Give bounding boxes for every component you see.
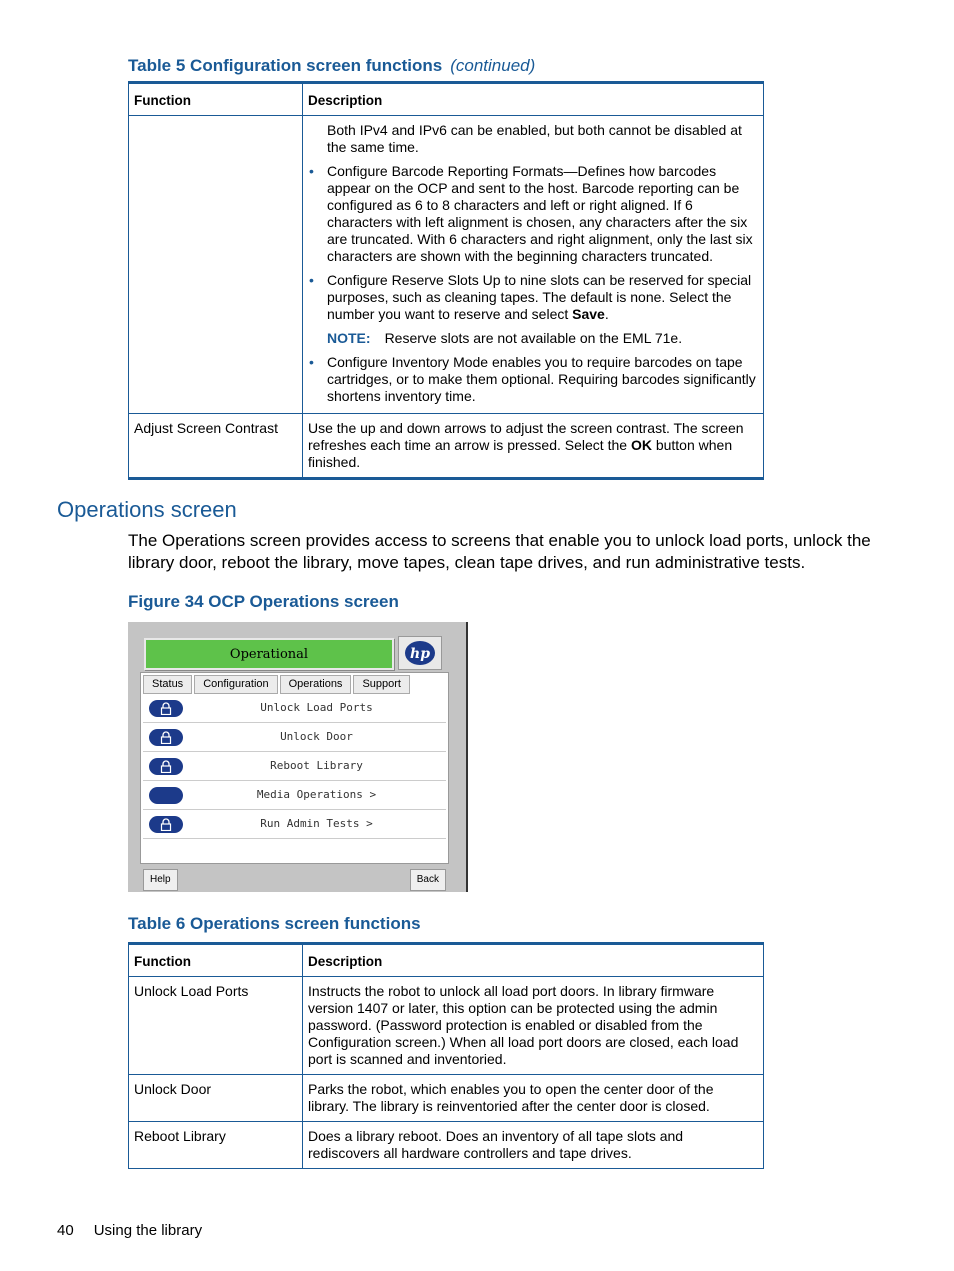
row2-desc-bold: OK	[630, 437, 652, 453]
tab-bar	[143, 675, 412, 693]
table5-row2-function: Adjust Screen Contrast	[129, 414, 303, 479]
table6	[128, 942, 764, 1169]
tab-configuration[interactable]: Configuration	[194, 675, 277, 694]
row-label: Run Admin Tests >	[260, 817, 373, 830]
section-intro: The Operations screen provides access to screens that enable you to unlock load ports, unlock the library door, reboot the library, move tapes, clean tape drives, and run administrative tests.	[128, 531, 871, 572]
bullet2-bold: Save	[572, 306, 605, 322]
bullet2-text: Configure Reserve Slots Up to nine slots can be reserved for special purposes, such as cleaning tapes. The default is none. Select the number you want to reserve and select	[327, 272, 752, 322]
table6-col-function: Function	[129, 944, 303, 977]
table-row	[129, 414, 764, 479]
list-item: Both IPv4 and IPv6 can be enabled, but both cannot be disabled at the same time.	[327, 122, 742, 155]
list-item: • Configure Barcode Reporting Formats—Defines how barcodes appear on the OCP and sent to the host. Barcode reporting can be configured as 6 to 8 characters and left or right aligned. If 6 characters with left alignment is chosen, any characters after the six are truncated. With 6 characters and right alignment, only the last six characters are shown with the beginning characters truncated.	[327, 163, 758, 265]
back-button[interactable]: Back	[410, 869, 446, 891]
table-row	[129, 1122, 764, 1169]
figure-caption: Figure 34 OCP Operations screen	[128, 592, 399, 611]
table5-caption	[128, 56, 535, 76]
section-title: Operations screen	[57, 497, 237, 522]
table5-caption-text: Table 5 Configuration screen functions	[128, 56, 443, 75]
tab-status[interactable]: Status	[143, 675, 192, 694]
row2-desc-text: Use the up and down arrows to adjust the screen contrast. The screen refreshes each time an arrow is pressed. Select the	[308, 420, 744, 453]
table6-cell-description: Instructs the robot to unlock all load port doors. In library firmware version 1407 or later, this option can be protected using the admin password. (Password protection is enabled or disabled from the Configuration screen.) When all load port doors are closed, each load port is scanned and inventoried.	[303, 977, 764, 1075]
run-admin-tests-button[interactable]	[143, 810, 446, 839]
table6-header-row	[129, 944, 764, 977]
table5	[128, 81, 764, 480]
table-row	[129, 1075, 764, 1122]
table5-caption-suffix: (continued)	[450, 56, 536, 75]
lock-icon	[149, 758, 183, 775]
operations-list	[143, 694, 446, 839]
table6-caption: Table 6 Operations screen functions	[128, 914, 421, 933]
page-footer	[57, 1222, 202, 1239]
ocp-panel	[140, 672, 449, 885]
table6-cell-description: Does a library reboot. Does an inventory of all tape slots and rediscovers all hardware controllers and tape drives.	[303, 1122, 764, 1169]
tab-operations[interactable]: Operations	[280, 675, 352, 694]
table5-col-function: Function	[129, 83, 303, 116]
row-label: Media Operations >	[256, 788, 377, 801]
row2-desc-end: button when finished.	[308, 437, 733, 470]
hp-logo-icon	[398, 636, 442, 670]
table6-cell-function: Unlock Door	[129, 1075, 303, 1122]
reboot-library-button[interactable]	[143, 752, 446, 781]
page-number: 40	[57, 1222, 74, 1239]
table5-row2-description	[303, 414, 764, 479]
footer-title: Using the library	[93, 1222, 203, 1239]
lock-icon	[149, 816, 183, 833]
table5-row1-function	[129, 116, 303, 414]
table5-col-description: Description	[303, 83, 764, 116]
bullet2-end: .	[604, 306, 609, 322]
svg-text:hp: hp	[410, 646, 430, 662]
note-label: NOTE:	[327, 330, 371, 346]
table5-bullet-list	[308, 122, 758, 405]
blank-pill-icon	[149, 787, 183, 804]
row-label: Reboot Library	[270, 759, 363, 772]
table6-cell-description: Parks the robot, which enables you to open the center door of the library. The library is reinventoried after the center door is closed.	[303, 1075, 764, 1122]
table6-cell-function: Reboot Library	[129, 1122, 303, 1169]
unlock-load-ports-button[interactable]	[143, 694, 446, 723]
table-row	[129, 116, 764, 414]
list-item	[327, 272, 758, 323]
table5-header-row	[129, 83, 764, 116]
status-bar: Operational	[144, 638, 394, 670]
help-button[interactable]: Help	[143, 869, 178, 891]
tab-support[interactable]: Support	[353, 675, 410, 694]
media-operations-button[interactable]	[143, 781, 446, 810]
table6-col-description: Description	[303, 944, 764, 977]
ocp-screenshot	[128, 622, 468, 892]
row-label: Unlock Load Ports	[260, 701, 373, 714]
lock-icon	[149, 729, 183, 746]
table-row	[129, 977, 764, 1075]
table5-row1-description	[303, 116, 764, 414]
row-label: Unlock Door	[280, 730, 353, 743]
note	[327, 330, 758, 347]
table6-cell-function: Unlock Load Ports	[129, 977, 303, 1075]
list-item: • Configure Inventory Mode enables you to require barcodes on tape cartridges, or to make them optional. Requiring barcodes significantly shortens inventory time.	[327, 354, 758, 405]
lock-icon	[149, 700, 183, 717]
unlock-door-button[interactable]	[143, 723, 446, 752]
note-text: Reserve slots are not available on the EML 71e.	[384, 330, 683, 346]
